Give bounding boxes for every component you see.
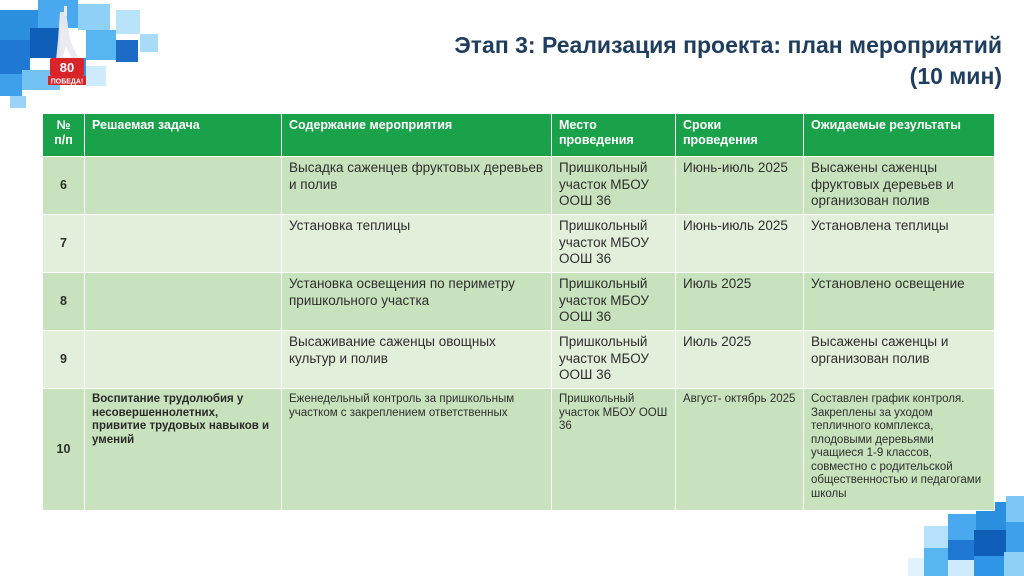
cell-content: Высадка саженцев фруктовых деревьев и полив xyxy=(282,157,552,215)
cell-results: Составлен график контроля. Закреплены за уходом тепличного комплекса, плодовыми деревьями учащиеся 1-9 классов, совместно с родительской общественностью и педагогами школы xyxy=(804,389,995,511)
cell-task xyxy=(85,273,282,331)
header-num: № п/п xyxy=(43,114,85,157)
title-line-1: Этап 3: Реализация проекта: план мероприятий xyxy=(454,32,1002,58)
header-dates: Сроки проведения xyxy=(676,114,804,157)
top-left-decoration xyxy=(0,0,180,110)
cell-results: Высажены саженцы фруктовых деревьев и организован полив xyxy=(804,157,995,215)
event-plan-table xyxy=(42,113,995,511)
cell-results: Установлено освещение xyxy=(804,273,995,331)
cell-dates: Июль 2025 xyxy=(676,273,804,331)
header-place: Место проведения xyxy=(552,114,676,157)
cell-num: 10 xyxy=(43,389,85,511)
header-results: Ожидаемые результаты xyxy=(804,114,995,157)
table-row xyxy=(43,331,995,389)
header-task: Решаемая задача xyxy=(85,114,282,157)
svg-text:80: 80 xyxy=(59,60,75,75)
cell-num: 7 xyxy=(43,215,85,273)
table-row xyxy=(43,389,995,511)
cell-content: Высаживание саженцы овощных культур и полив xyxy=(282,331,552,389)
title-line-2: (10 мин) xyxy=(909,63,1002,89)
cell-place: Пришкольный участок МБОУ ООШ 36 xyxy=(552,389,676,511)
cell-content: Установка теплицы xyxy=(282,215,552,273)
cell-place: Пришкольный участок МБОУ ООШ 36 xyxy=(552,157,676,215)
cell-content: Еженедельный контроль за пришкольным участком с закреплением ответственных xyxy=(282,389,552,511)
cell-task xyxy=(85,331,282,389)
table-row xyxy=(43,157,995,215)
cell-task xyxy=(85,157,282,215)
table-header-row xyxy=(43,114,995,157)
cell-num: 9 xyxy=(43,331,85,389)
slide-title xyxy=(362,30,1002,92)
cell-dates: Июнь-июль 2025 xyxy=(676,215,804,273)
table-row xyxy=(43,215,995,273)
cell-num: 8 xyxy=(43,273,85,331)
cell-dates: Июль 2025 xyxy=(676,331,804,389)
cell-dates: Июнь-июль 2025 xyxy=(676,157,804,215)
cell-results: Высажены саженцы и организован полив xyxy=(804,331,995,389)
cell-task xyxy=(85,215,282,273)
cell-dates: Август- октябрь 2025 xyxy=(676,389,804,511)
cell-task: Воспитание трудолюбия у несовершеннолетних, привитие трудовых навыков и умений xyxy=(85,389,282,511)
table-row xyxy=(43,273,995,331)
cell-place: Пришкольный участок МБОУ ООШ 36 xyxy=(552,215,676,273)
header-content: Содержание мероприятия xyxy=(282,114,552,157)
blue-cubes-pattern xyxy=(0,0,158,108)
cell-content: Установка освещения по периметру пришкольного участка xyxy=(282,273,552,331)
cell-results: Установлена теплицы xyxy=(804,215,995,273)
cell-place: Пришкольный участок МБОУ ООШ 36 xyxy=(552,331,676,389)
cell-num: 6 xyxy=(43,157,85,215)
cell-place: Пришкольный участок МБОУ ООШ 36 xyxy=(552,273,676,331)
logo-text: ПОБЕДА! xyxy=(50,78,84,86)
